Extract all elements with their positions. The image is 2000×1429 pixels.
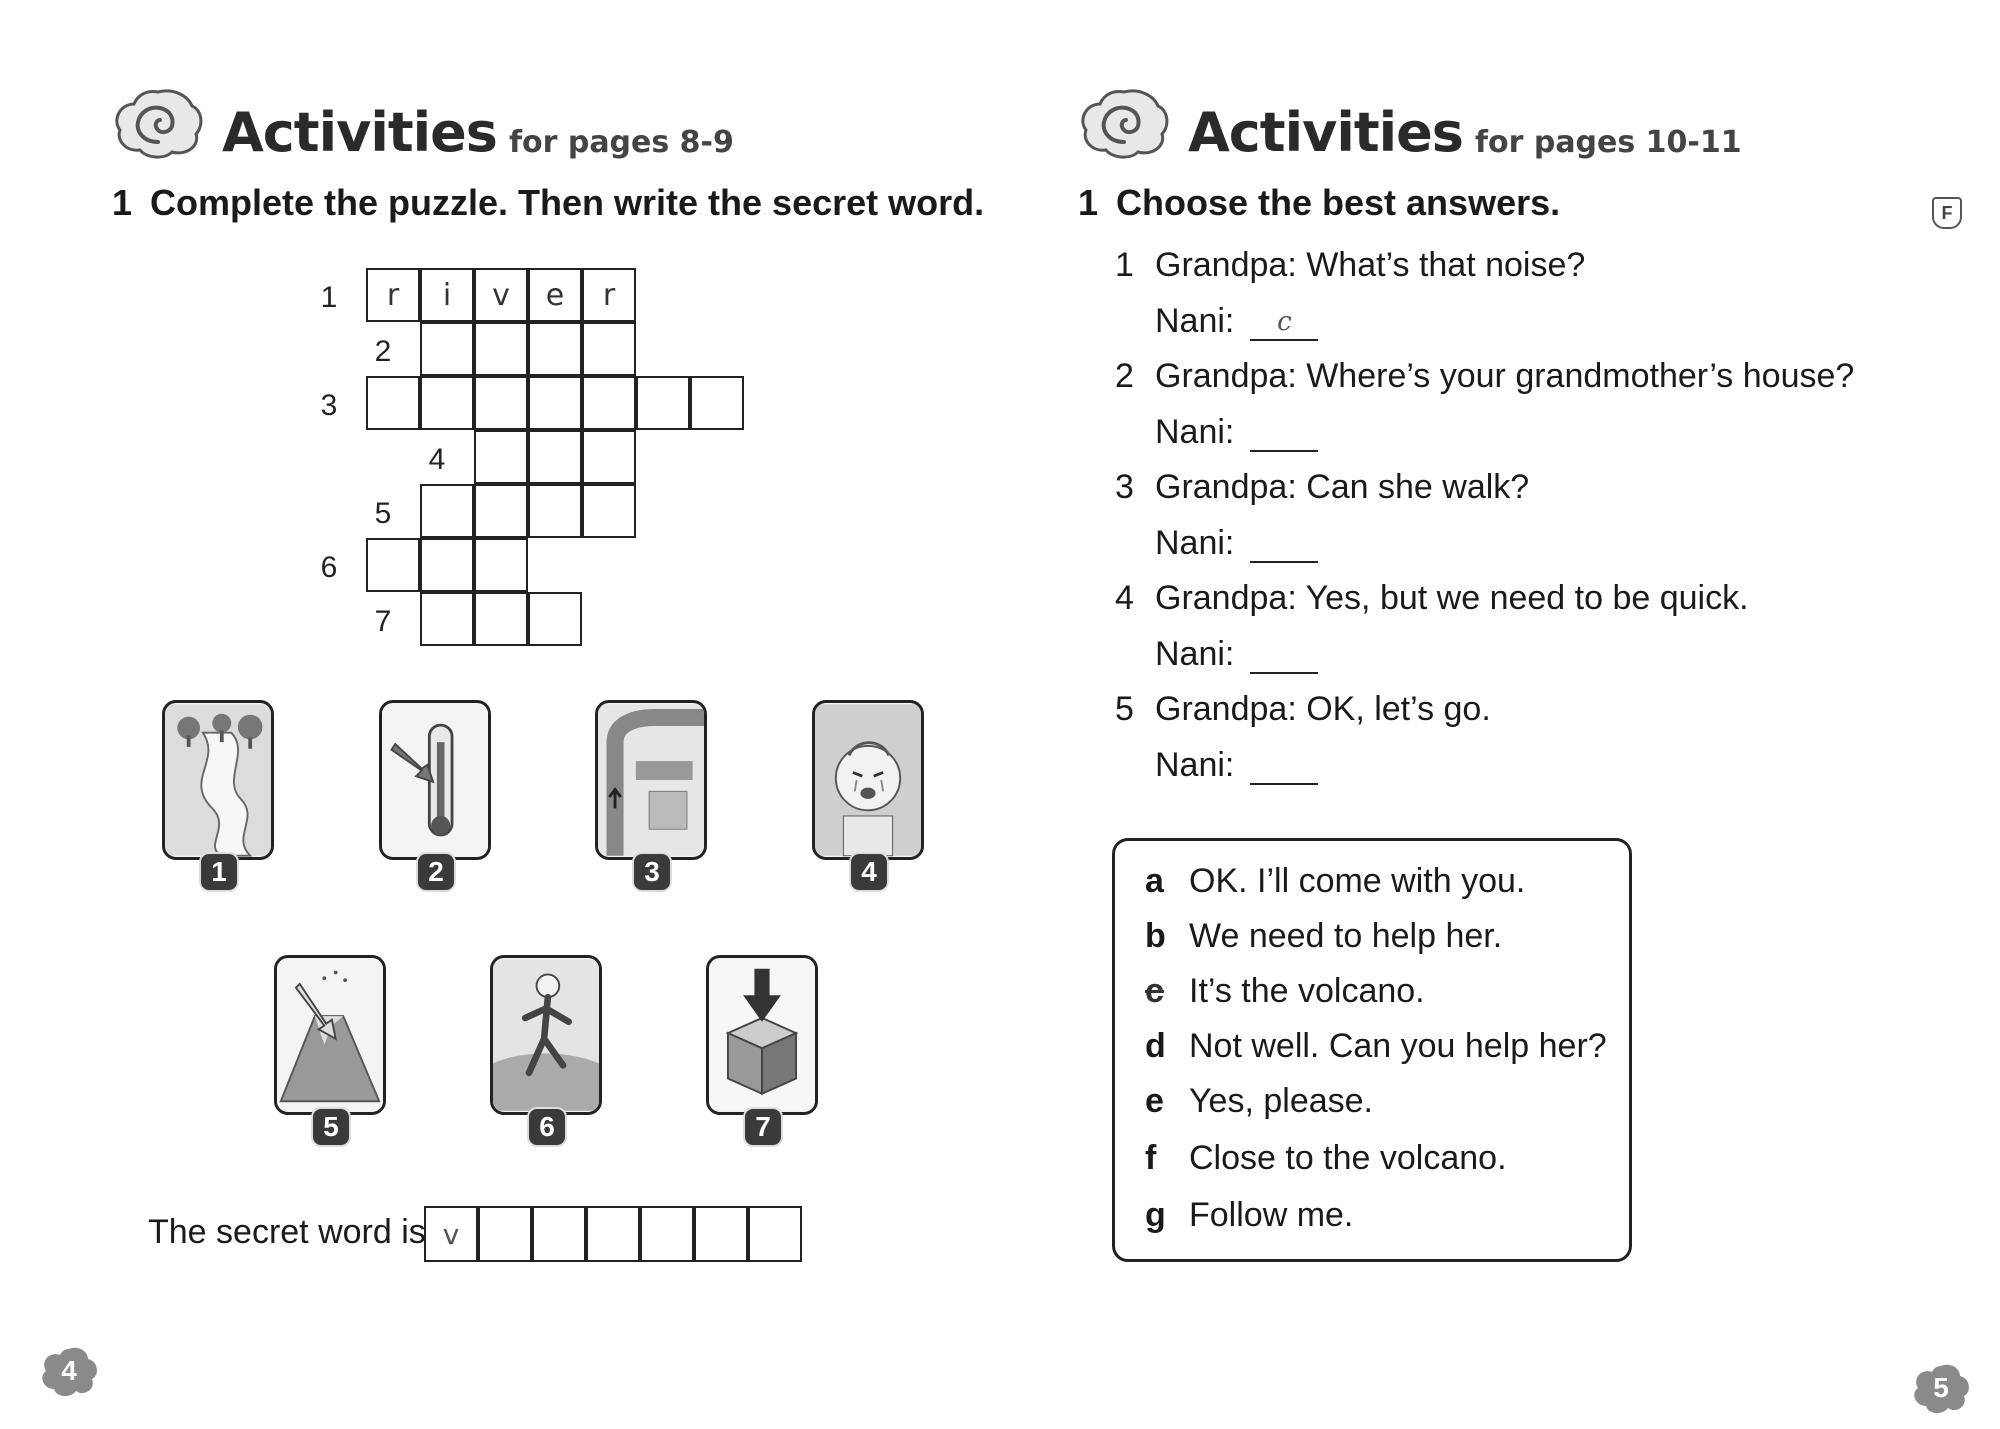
option-letter: d <box>1145 1027 1166 1065</box>
option-text: Yes, please. <box>1189 1082 1373 1120</box>
crossword-cell[interactable] <box>366 376 420 430</box>
answer-label: Nani: <box>1155 524 1235 562</box>
crossword-cell[interactable] <box>420 322 474 376</box>
question-text: Grandpa: OK, let’s go. <box>1155 690 1491 728</box>
answer-label: Nani: <box>1155 635 1235 673</box>
crossword-cell[interactable] <box>582 430 636 484</box>
question-row <box>1115 690 1491 729</box>
right-header <box>1078 70 1742 164</box>
option-letter: e <box>1145 1082 1164 1120</box>
option-letter: g <box>1145 1196 1166 1234</box>
crossword-cell[interactable] <box>528 484 582 538</box>
crossword-cell[interactable]: r <box>582 268 636 322</box>
question-text: Grandpa: Can she walk? <box>1155 468 1530 506</box>
swirl-icon <box>112 86 204 160</box>
question-text: Grandpa: Where’s your grandmother’s house? <box>1155 357 1855 395</box>
picture-crying-child <box>812 700 924 860</box>
option-row <box>1145 862 1525 901</box>
answer-blank[interactable] <box>1250 527 1318 563</box>
answer-label: Nani: <box>1155 413 1235 451</box>
answer-blank[interactable] <box>1250 416 1318 452</box>
question-number: 4 <box>1115 579 1134 617</box>
secret-word-cell[interactable] <box>586 1206 640 1262</box>
question-number: 3 <box>1115 468 1134 506</box>
answer-row <box>1155 413 1318 452</box>
picture-box-arrow <box>706 955 818 1115</box>
option-row <box>1145 917 1502 956</box>
question-row <box>1115 579 1749 618</box>
picture-number-badge: 7 <box>743 1107 783 1147</box>
option-letter: f <box>1145 1139 1157 1177</box>
right-instruction-number: 1 <box>1078 182 1099 223</box>
secret-word-cell[interactable] <box>532 1206 586 1262</box>
thermometer-icon <box>382 703 488 857</box>
right-instruction-text: Choose the best answers. <box>1116 182 1561 223</box>
secret-word-cell[interactable] <box>478 1206 532 1262</box>
answer-row <box>1155 524 1318 563</box>
clue-number: 4 <box>428 443 446 476</box>
picture-running-man <box>490 955 602 1115</box>
option-text: Not well. Can you help her? <box>1189 1027 1607 1065</box>
crossword-cell[interactable] <box>420 376 474 430</box>
crossword-cell[interactable] <box>474 322 528 376</box>
crossword-cell[interactable] <box>474 538 528 592</box>
question-text: Grandpa: Yes, but we need to be quick. <box>1155 579 1749 617</box>
crossword-cell[interactable] <box>474 376 528 430</box>
answer-row <box>1155 635 1318 674</box>
clue-number: 6 <box>320 551 338 584</box>
option-text: Follow me. <box>1189 1196 1354 1234</box>
left-instruction-number: 1 <box>112 182 133 223</box>
option-row <box>1145 1082 1373 1121</box>
crossword-cell[interactable] <box>474 592 528 646</box>
left-header-subtitle: for pages 8-9 <box>508 125 734 160</box>
crossword-cell[interactable]: i <box>420 268 474 322</box>
clue-number: 2 <box>374 335 392 368</box>
option-letter: b <box>1145 917 1166 955</box>
secret-word-cell[interactable]: v <box>424 1206 478 1262</box>
picture-volcano <box>274 955 386 1115</box>
left-instruction <box>112 182 984 224</box>
right-header-title: Activities <box>1188 101 1463 164</box>
crossword-cell[interactable] <box>420 592 474 646</box>
crossword-cell[interactable]: e <box>528 268 582 322</box>
picture-number-badge: 1 <box>199 852 239 892</box>
box-with-arrow-icon <box>709 958 815 1112</box>
left-header <box>112 70 734 164</box>
answer-blank[interactable]: c <box>1250 305 1318 341</box>
option-row <box>1145 1027 1607 1066</box>
f-badge-icon: F <box>1932 197 1962 229</box>
question-number: 1 <box>1115 246 1134 284</box>
picture-thermometer <box>379 700 491 860</box>
road-map-icon <box>598 703 704 857</box>
picture-number-badge: 5 <box>311 1107 351 1147</box>
question-number: 2 <box>1115 357 1134 395</box>
crossword-cell[interactable]: r <box>366 268 420 322</box>
question-row <box>1115 468 1529 507</box>
crossword-cell[interactable] <box>582 322 636 376</box>
option-row <box>1145 1139 1507 1178</box>
running-man-icon <box>493 958 599 1112</box>
crossword-cell[interactable] <box>474 430 528 484</box>
left-instruction-text: Complete the puzzle. Then write the secret word. <box>150 182 985 223</box>
picture-number-badge: 4 <box>849 852 889 892</box>
secret-word-cell[interactable] <box>748 1206 802 1262</box>
option-text: OK. I’ll come with you. <box>1189 862 1526 900</box>
answer-label: Nani: <box>1155 746 1235 784</box>
option-row <box>1145 972 1425 1011</box>
right-instruction <box>1078 182 1560 224</box>
question-number: 5 <box>1115 690 1134 728</box>
page-number: 4 <box>61 1355 77 1386</box>
secret-word-cell[interactable] <box>640 1206 694 1262</box>
secret-word-cell[interactable] <box>694 1206 748 1262</box>
answer-row <box>1155 302 1318 341</box>
right-header-subtitle: for pages 10-11 <box>1474 125 1742 160</box>
option-text: We need to help her. <box>1189 917 1503 955</box>
option-letter-crossed: c <box>1145 972 1164 1010</box>
crossword-cell[interactable] <box>528 376 582 430</box>
picture-road <box>595 700 707 860</box>
page-number-badge <box>1910 1362 1972 1414</box>
page-number-badge <box>38 1345 100 1397</box>
clue-number: 3 <box>320 389 338 422</box>
crossword-cell[interactable] <box>582 484 636 538</box>
picture-river <box>162 700 274 860</box>
crossword-cell[interactable] <box>420 484 474 538</box>
crossword-cell[interactable] <box>582 376 636 430</box>
option-text: Close to the volcano. <box>1189 1139 1507 1177</box>
crossword-cell[interactable] <box>528 322 582 376</box>
secret-word-label: The secret word is <box>148 1213 426 1251</box>
river-illustration-icon <box>165 703 271 857</box>
option-text: It’s the volcano. <box>1189 972 1425 1010</box>
crossword-cell[interactable] <box>528 592 582 646</box>
crossword-cell[interactable]: v <box>474 268 528 322</box>
crying-child-icon <box>815 703 921 857</box>
answer-label: Nani: <box>1155 302 1235 340</box>
question-row <box>1115 357 1854 396</box>
answer-blank[interactable] <box>1250 749 1318 785</box>
crossword-cell[interactable] <box>474 484 528 538</box>
swirl-icon <box>1078 86 1170 160</box>
crossword-cell[interactable] <box>420 538 474 592</box>
crossword-cell[interactable] <box>366 538 420 592</box>
crossword-cell[interactable] <box>528 430 582 484</box>
question-text: Grandpa: What’s that noise? <box>1155 246 1586 284</box>
answer-blank[interactable] <box>1250 638 1318 674</box>
crossword-cell[interactable] <box>636 376 690 430</box>
left-header-title: Activities <box>222 101 497 164</box>
option-letter: a <box>1145 862 1164 900</box>
page-number: 5 <box>1933 1372 1949 1403</box>
answer-row <box>1155 746 1318 785</box>
clue-number: 5 <box>374 497 392 530</box>
clue-number: 7 <box>374 605 392 638</box>
volcano-icon <box>277 958 383 1112</box>
picture-number-badge: 3 <box>632 852 672 892</box>
option-row <box>1145 1196 1353 1235</box>
picture-number-badge: 2 <box>416 852 456 892</box>
clue-number: 1 <box>320 281 338 314</box>
picture-number-badge: 6 <box>527 1107 567 1147</box>
question-row <box>1115 246 1585 285</box>
crossword-cell[interactable] <box>690 376 744 430</box>
